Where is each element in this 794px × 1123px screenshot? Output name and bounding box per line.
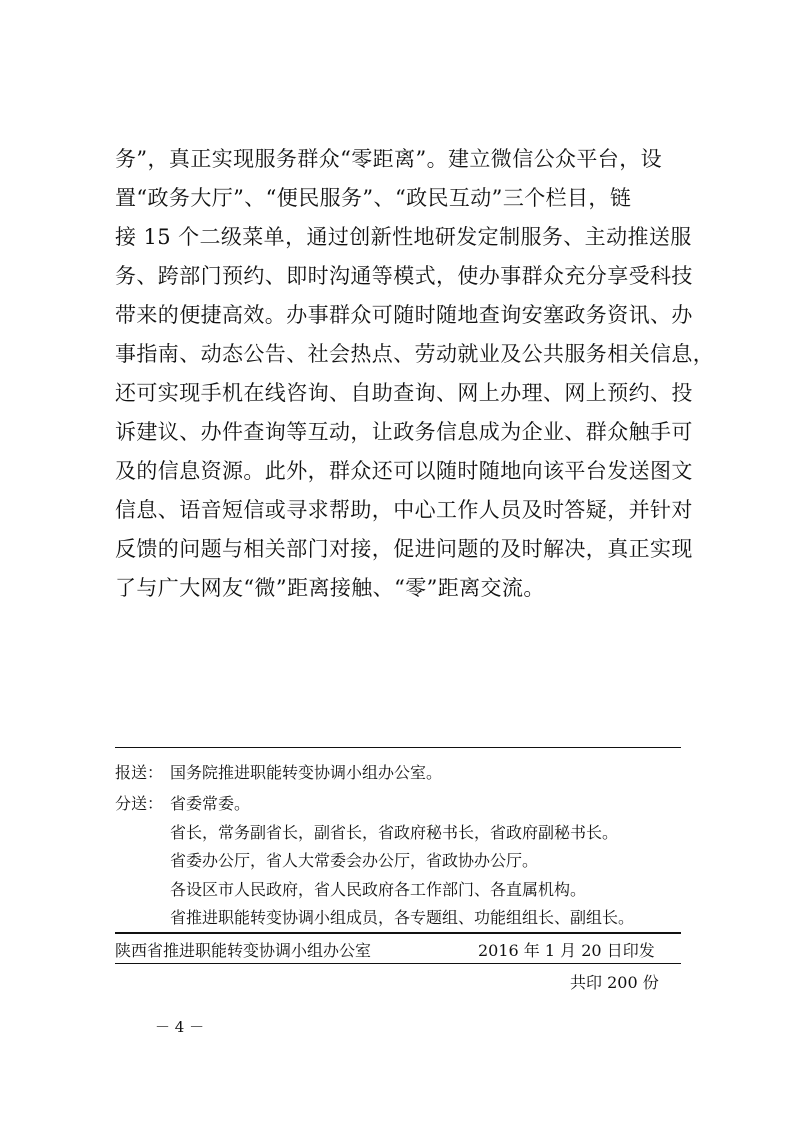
copy-label: 分送： [115, 794, 164, 813]
body-line: 务”，真正实现服务群众“零距离”。建立微信公众平台，设 [115, 147, 663, 171]
print-count: 共印 200 份 [570, 973, 659, 992]
body-line: 信息、语音短信或寻求帮助，中心工作人员及时答疑，并针对 [115, 498, 693, 522]
copy-recipient: 省长，常务副省长，副省长，省政府秘书长，省政府副秘书长。 [170, 823, 619, 842]
footer-bottom-rule [115, 963, 681, 964]
copy-recipient: 省委常委。 [170, 794, 251, 813]
copy-recipient: 各设区市人民政府，省人民政府各工作部门、各直属机构。 [170, 880, 587, 899]
issuing-office: 陕西省推进职能转变协调小组办公室 [115, 941, 372, 960]
copy-recipient: 省推进职能转变协调小组成员，各专题组、功能组组长、副组长。 [170, 908, 635, 927]
body-line: 诉建议、办件查询等互动，让政务信息成为企业、群众触手可 [115, 420, 693, 444]
body-line: 反馈的问题与相关部门对接，促进问题的及时解决，真正实现 [115, 537, 693, 561]
body-line: 务、跨部门预约、即时沟通等模式，使办事群众充分享受科技 [115, 264, 693, 288]
page-number: － 4 － [155, 1018, 205, 1036]
body-line: 还可实现手机在线咨询、自助查询、网上办理、网上预约、投 [115, 381, 693, 405]
distribution-top-rule [115, 747, 681, 748]
print-date: 2016 年 1 月 20 日印发 [478, 941, 655, 960]
footer-top-rule [115, 932, 681, 934]
body-text [115, 140, 715, 608]
report-label: 报送： [115, 763, 164, 782]
body-line: 置“政务大厅”、“便民服务”、“政民互动”三个栏目，链 [115, 186, 632, 210]
report-recipient: 国务院推进职能转变协调小组办公室。 [170, 763, 443, 782]
body-line: 带来的便捷高效。办事群众可随时随地查询安塞政务资讯、办 [115, 303, 693, 327]
body-line: 接 15 个二级菜单，通过创新性地研发定制服务、主动推送服 [115, 225, 692, 249]
body-line: 了与广大网友“微”距离接触、“零”距离交流。 [115, 576, 545, 600]
body-line: 事指南、动态公告、社会热点、劳动就业及公共服务相关信息， [115, 342, 715, 366]
body-line: 及的信息资源。此外，群众还可以随时随地向该平台发送图文 [115, 459, 693, 483]
copy-recipient: 省委办公厅，省人大常委会办公厅，省政协办公厅。 [170, 851, 539, 870]
